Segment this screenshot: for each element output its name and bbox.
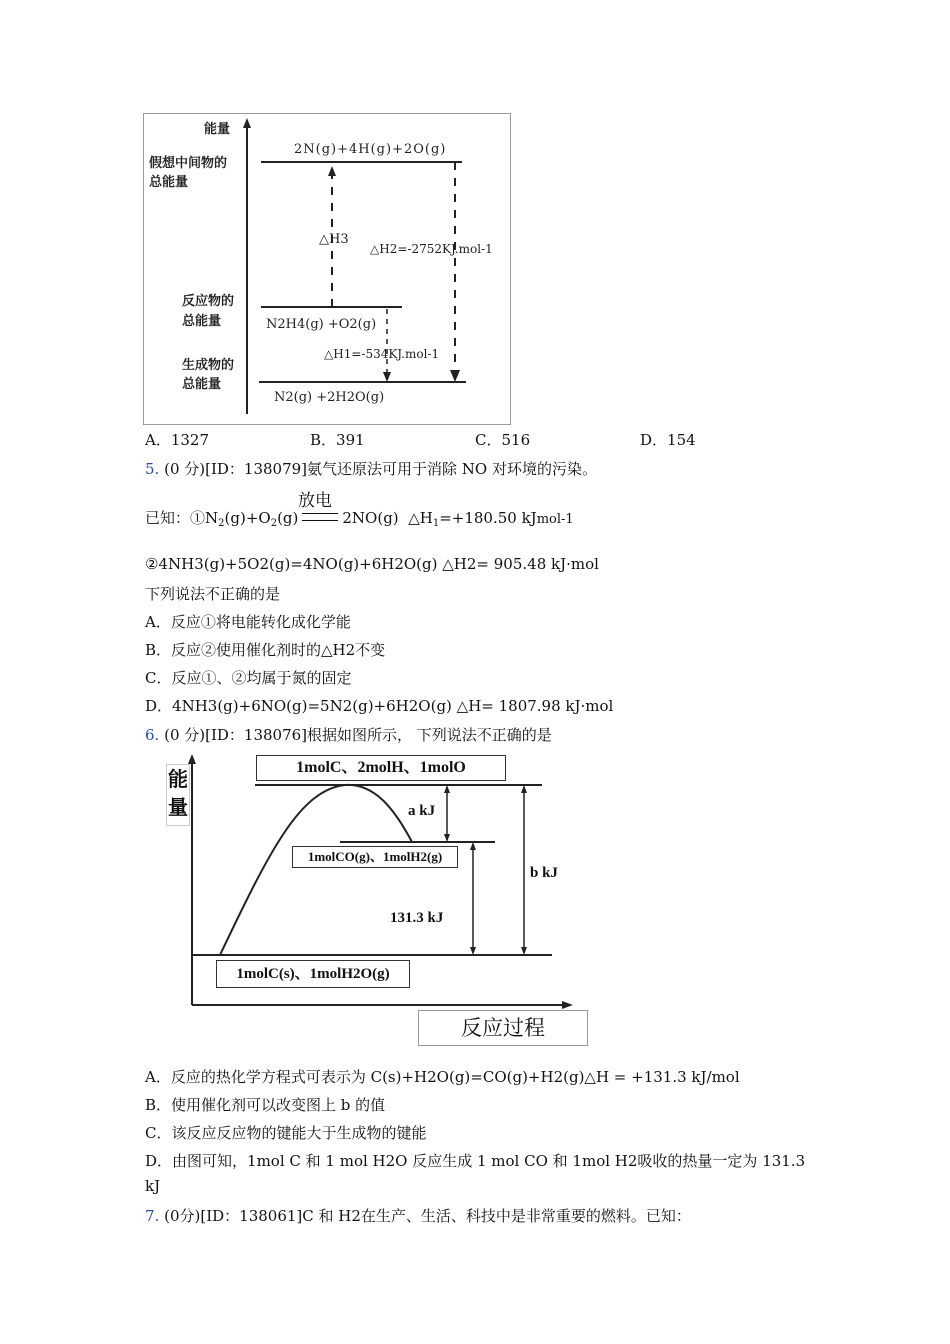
dh1-arrowhead — [383, 372, 391, 382]
q5-known-prefix: 已知：①N — [145, 509, 219, 527]
e131-arrow-top — [470, 842, 476, 850]
dh2-label: △H2=-2752KJ.mol-1 — [370, 242, 493, 256]
product-label-2: 总能量 — [182, 377, 222, 392]
q5-eq2: ②4NH3(g)+5O2(g)=4NO(g)+6H2O(g) △H2= 905.48 kJ·mol — [145, 555, 599, 573]
e131-arrow-bottom — [470, 947, 476, 955]
axis-label-energy: 能量 — [204, 122, 231, 137]
b-arrow-bottom — [521, 947, 527, 955]
dh1-label: △H1=-534KJ.mol-1 — [324, 347, 440, 361]
q6-header-text: (0 分)[ID：138076]根据如图所示， 下列说法不正确的是 — [164, 726, 552, 744]
mid-box: 1molCO(g)、1molH2(g) — [292, 846, 458, 868]
q5-eq1-value: =+180.50 kJ — [439, 509, 537, 527]
q6-option-d-line2: kJ — [145, 1177, 161, 1195]
b-arrow-top — [521, 785, 527, 793]
dh3-label: △H3 — [319, 232, 349, 247]
energy-131-label: 131.3 kJ — [390, 910, 444, 926]
q5-known-eq1: 已知：$①N_2(g)+O_2(g)$ 2NO(g) $\triangle H_1=+180.50$ kJmol-1 — [145, 509, 574, 529]
product-formula: N2(g) +2H2O(g) — [274, 390, 385, 405]
q5-header-text: (0 分)[ID：138079]氨气还原法可用于消除 NO 对环境的污染。 — [164, 460, 597, 478]
intermediate-label-2: 总能量 — [149, 175, 189, 190]
q4-option-a: A．1327 — [145, 431, 210, 449]
q7-header — [145, 1205, 691, 1226]
y-axis-arrow — [243, 118, 251, 128]
q7-number: 7. — [145, 1207, 160, 1225]
q5-option-d: D．4NH3(g)+6NO(g)=5N2(g)+6H2O(g) △H= 1807.98 kJ·mol — [145, 697, 614, 715]
q5-option-c: C．反应①、②均属于氮的固定 — [145, 669, 352, 687]
reaction-curve — [220, 785, 412, 955]
y-axis-arrow — [188, 754, 196, 764]
q5-eq1-rest: (g) — [277, 509, 299, 527]
q6-option-a: A．反应的热化学方程式可表示为 C(s)+H2O(g)=CO(g)+H2(g)△H = +131.3 kJ/mol — [145, 1068, 740, 1086]
product-label-1: 生成物的 — [182, 358, 235, 373]
q5-option-b: B．反应②使用催化剂时的△H2不变 — [145, 641, 386, 659]
q6-option-b: B．使用催化剂可以改变图上 b 的值 — [145, 1096, 386, 1114]
q5-eq1-dh: △H — [408, 509, 433, 527]
q5-header — [145, 458, 597, 479]
q5-eq1-unit: mol-1 — [536, 512, 574, 527]
q5-eq1-double-arrow — [302, 513, 338, 521]
q5-arrow-label: 放电 — [298, 491, 332, 511]
dh2-arrowhead — [450, 370, 460, 382]
q6-number: 6. — [145, 726, 160, 744]
q4-option-c: C．516 — [475, 431, 531, 449]
q6-header — [145, 724, 552, 745]
q5-eq1-product: 2NO(g) — [342, 509, 399, 527]
q7-header-text: (0分)[ID：138061]C 和 H2在生产、生活、科技中是非常重要的燃料。已知： — [164, 1207, 691, 1225]
a-label: a kJ — [408, 803, 436, 819]
q4-option-b: B．391 — [310, 431, 365, 449]
bottom-box: 1molC(s)、1molH2O(g) — [216, 960, 410, 988]
q5-eq1-part: (g)+O — [224, 509, 271, 527]
energy-diagram-2 — [160, 750, 600, 1050]
x-axis-label: 反应过程 — [418, 1010, 588, 1046]
a-arrow-top — [444, 785, 450, 793]
q6-option-d-line1: D．由图可知，1mol C 和 1 mol H2O 反应生成 1 mol CO 和 1mol H2吸收的热量一定为 131.3 — [145, 1152, 806, 1170]
q5-prompt: 下列说法不正确的是 — [145, 585, 281, 603]
a-arrow-bottom — [444, 834, 450, 842]
q5-number: 5. — [145, 460, 160, 478]
reactant-label-1: 反应物的 — [182, 294, 235, 309]
top-box: 1molC、2molH、1molO — [256, 755, 506, 781]
q4-option-d: D．154 — [640, 431, 696, 449]
energy-diagram-2-lines — [160, 750, 600, 1050]
intermediate-label-1: 假想中间物的 — [149, 156, 228, 171]
reactant-label-2: 总能量 — [182, 314, 222, 329]
energy-diagram-1 — [143, 113, 511, 425]
q6-option-c: C．该反应反应物的键能大于生成物的键能 — [145, 1124, 427, 1142]
x-axis-arrow — [562, 1001, 573, 1009]
y-axis-label: 能量 — [166, 764, 190, 826]
b-label: b kJ — [530, 865, 558, 881]
q5-option-a: A．反应①将电能转化成化学能 — [145, 613, 351, 631]
intermediate-formula: 2N(g)+4H(g)+2O(g) — [294, 142, 447, 157]
reactant-formula: N2H4(g) +O2(g) — [266, 317, 377, 332]
dh3-arrowhead — [328, 166, 336, 176]
